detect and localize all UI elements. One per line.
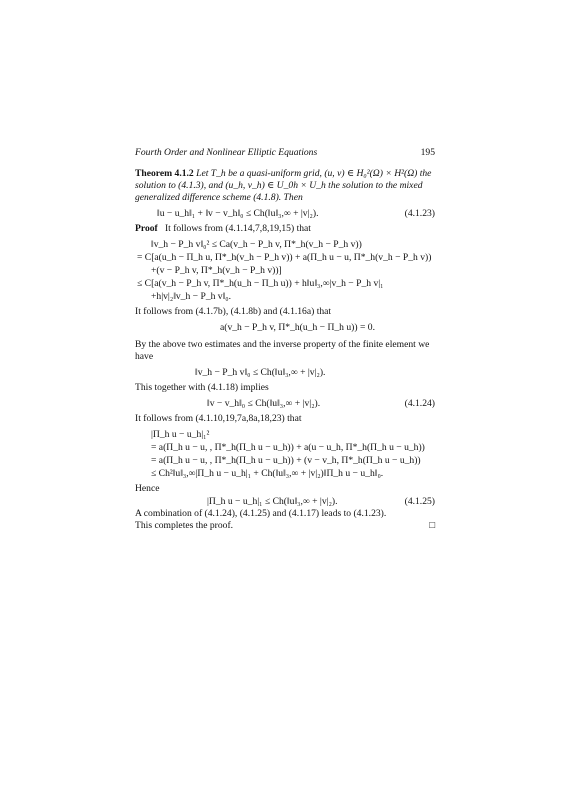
- equation-text: a(v_h − P_h v, Π*_h(u_h − Π_h u)) = 0.: [220, 322, 375, 333]
- equation-text: = C[a(u_h − Π_h u, Π*_h(v_h − P_h v)) + a(Π_h u − u, Π*_h(v_h − P_h v)): [137, 252, 432, 263]
- equation-text: ‖u − u_h‖₁ + ‖v − v_h‖₀ ≤ Ch(‖u‖₃,∞ + |v|₂).: [157, 208, 319, 219]
- qed-symbol: □: [429, 520, 435, 531]
- equation-text: ‖v_h − P_h v‖₀² ≤ Ca(v_h − P_h v, Π*_h(v_h − P_h v)): [151, 239, 362, 250]
- equation-4-1-23: [135, 207, 435, 220]
- running-title: Fourth Order and Nonlinear Elliptic Equations: [135, 147, 318, 158]
- equation-text: = a(Π_h u − u, , Π*_h(Π_h u − u_h)) + a(u − u_h, Π*_h(Π_h u − u_h)): [151, 442, 425, 453]
- equation-text: |Π_h u − u_h|₁²: [151, 429, 210, 440]
- equation-number: (4.1.24): [404, 398, 435, 409]
- equation-number: (4.1.23): [404, 208, 435, 219]
- proof-equation-line: [135, 467, 435, 480]
- proof-equation-line: [135, 277, 435, 290]
- proof-text: Hence: [135, 483, 160, 494]
- proof-equation-line: [135, 428, 435, 441]
- equation-4-1-25: [135, 495, 435, 508]
- proof-intro-text: It follows from (4.1.14,7,8,19,15) that: [164, 223, 311, 234]
- proof-conclusion-last: [135, 520, 435, 532]
- proof-text: This together with (4.1.18) implies: [135, 382, 269, 393]
- equation-text: ‖v − v_h‖₀ ≤ Ch(‖u‖₃,∞ + |v|₂).: [207, 398, 321, 409]
- proof-text: It follows from (4.1.7b), (4.1.8b) and (4.1.16a) that: [135, 306, 332, 317]
- proof-equation-line: [135, 454, 435, 467]
- running-header: [135, 147, 435, 161]
- theorem-label: Theorem 4.1.2: [135, 168, 194, 179]
- conclusion-text: This completes the proof.: [135, 520, 234, 531]
- equation-text: |Π_h u − u_h|₁ ≤ Ch(‖u‖₃,∞ + |v|₂).: [207, 496, 338, 507]
- proof-equation-line: [135, 264, 435, 277]
- proof-text: By the above two estimates and the inverse property of the finite element we have: [135, 339, 430, 362]
- equation-4-1-24: [135, 397, 435, 410]
- proof-intro: [135, 223, 435, 235]
- proof-conclusion: A combination of (4.1.24), (4.1.25) and (4.1.17) leads to (4.1.23).: [135, 508, 387, 519]
- proof-equation-line: [135, 441, 435, 454]
- proof-equation: [135, 321, 435, 334]
- equation-text: +(v − P_h v, Π*_h(v_h − P_h v))]: [151, 265, 282, 276]
- equation-number: (4.1.25): [404, 496, 435, 507]
- page-number: 195: [420, 147, 435, 158]
- equation-text: ≤ Ch²‖u‖₃,∞|Π_h u − u_h|₁ + Ch(‖u‖₃,∞ + |v|₂)‖Π_h u − u_h‖₀.: [151, 468, 384, 479]
- equation-text: ≤ C[a(v_h − P_h v, Π*_h(u_h − Π_h u)) + h‖u‖₃,∞|v_h − P_h v|₁: [137, 278, 384, 289]
- page-body: [135, 168, 435, 532]
- proof-equation-line: [135, 251, 435, 264]
- theorem-text: Let T_h be a quasi-uniform grid, (u, v) ∈ H₀²(Ω) × H²(Ω) the solution to (4.1.3), and (u_h, v_h) ∈ U_0h × U_h the solution to the mixed generalized difference scheme (4.1.8). Then: [135, 168, 432, 203]
- proof-label: Proof: [135, 223, 158, 234]
- equation-text: ‖v_h − P_h v‖₀ ≤ Ch(‖u‖₃,∞ + |v|₂).: [195, 367, 326, 378]
- equation-text: +h|v|₂‖v_h − P_h v‖₀.: [151, 291, 232, 302]
- proof-equation: [135, 366, 435, 379]
- proof-equation-line: [135, 290, 435, 303]
- proof-text: It follows from (4.1.10,19,7a,8a,18,23) that: [135, 413, 302, 424]
- proof-equation-line: [135, 238, 435, 251]
- equation-text: = a(Π_h u − u, , Π*_h(Π_h u − u_h)) + (v − v_h, Π*_h(Π_h u − u_h)): [151, 455, 421, 466]
- theorem-statement: [135, 168, 435, 204]
